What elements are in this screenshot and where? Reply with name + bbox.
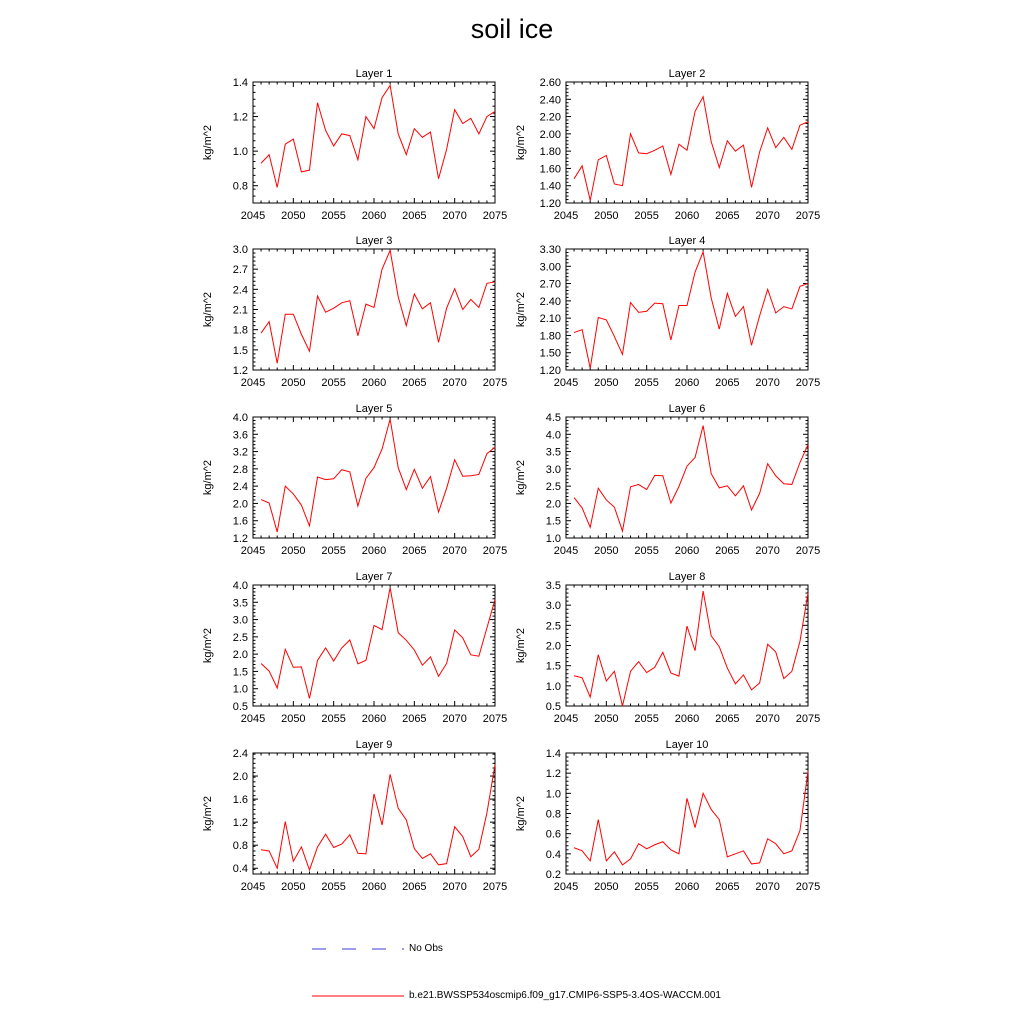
- x-tick-label: 2055: [321, 210, 346, 222]
- y-tick-label: 1.80: [539, 146, 561, 159]
- x-tick-label: 2045: [553, 713, 579, 725]
- x-tick-label: 2075: [482, 545, 508, 557]
- panel-layer-8: [515, 571, 820, 725]
- y-axis-label: kg/m^2: [202, 459, 214, 496]
- y-tick-label: 1.0: [232, 146, 248, 159]
- panel-layer-3: [202, 235, 507, 389]
- y-tick-label: 3.0: [232, 614, 248, 627]
- y-tick-label: 2.0: [545, 640, 561, 653]
- plot-frame: [566, 249, 808, 370]
- x-tick-label: 2050: [281, 377, 306, 389]
- plot-frame: [253, 585, 495, 706]
- y-tick-label: 3.0: [545, 600, 561, 613]
- y-tick-label: 2.7: [232, 264, 248, 277]
- y-tick-label: 2.5: [232, 631, 248, 644]
- x-tick-label: 2045: [240, 545, 266, 557]
- x-tick-label: 2055: [634, 210, 659, 222]
- y-tick-label: 1.2: [232, 533, 248, 545]
- y-tick-label: 4.0: [232, 412, 248, 424]
- x-tick-label: 2065: [402, 545, 427, 557]
- y-axis-label: kg/m^2: [202, 627, 214, 664]
- series-line: [261, 588, 495, 699]
- series-line: [261, 250, 495, 363]
- x-tick-label: 2070: [755, 881, 780, 893]
- page-title: soil ice: [470, 14, 554, 44]
- x-tick-label: 2075: [795, 881, 821, 893]
- y-tick-label: 1.4: [232, 77, 248, 89]
- y-tick-label: 2.40: [539, 295, 561, 308]
- x-tick-label: 2070: [442, 881, 467, 893]
- x-tick-label: 2065: [402, 881, 427, 893]
- x-tick-label: 2050: [281, 881, 306, 893]
- y-tick-label: 2.4: [232, 481, 248, 494]
- x-tick-label: 2075: [795, 210, 821, 222]
- plot-frame: [253, 82, 495, 203]
- y-tick-label: 1.40: [539, 180, 561, 193]
- panel-layer-5: [202, 403, 507, 557]
- y-tick-label: 2.20: [539, 111, 561, 124]
- y-tick-label: 2.00: [539, 128, 561, 141]
- x-tick-label: 2065: [715, 713, 740, 725]
- y-tick-label: 3.2: [232, 446, 248, 459]
- x-tick-label: 2050: [594, 377, 619, 389]
- x-tick-label: 2060: [361, 881, 387, 893]
- x-tick-label: 2050: [281, 545, 306, 557]
- series-line: [261, 765, 495, 870]
- y-tick-label: 2.8: [232, 463, 248, 476]
- x-tick-label: 2075: [482, 210, 508, 222]
- y-tick-label: 2.0: [232, 771, 248, 784]
- x-tick-label: 2070: [442, 210, 467, 222]
- y-tick-label: 2.10: [539, 313, 561, 326]
- x-tick-label: 2045: [553, 210, 579, 222]
- y-tick-label: 0.8: [232, 180, 248, 193]
- plot-frame: [566, 417, 808, 538]
- x-tick-label: 2045: [553, 377, 579, 389]
- x-tick-label: 2060: [361, 377, 387, 389]
- y-axis-label: kg/m^2: [515, 627, 527, 664]
- plot-frame: [566, 753, 808, 874]
- y-tick-label: 1.50: [539, 347, 561, 360]
- y-tick-label: 2.5: [545, 620, 561, 633]
- panel-title: Layer 8: [668, 571, 706, 583]
- x-tick-label: 2045: [240, 881, 266, 893]
- x-tick-label: 2070: [755, 210, 780, 222]
- y-tick-label: 1.80: [539, 330, 561, 343]
- x-tick-label: 2070: [755, 377, 780, 389]
- panel-layer-10: [515, 739, 820, 893]
- x-tick-label: 2050: [594, 713, 619, 725]
- y-tick-label: 1.0: [545, 788, 561, 801]
- panel-layer-9: [202, 739, 507, 893]
- x-tick-label: 2065: [402, 210, 427, 222]
- y-axis-label: kg/m^2: [202, 795, 214, 832]
- x-tick-label: 2045: [240, 210, 266, 222]
- x-tick-label: 2055: [634, 881, 659, 893]
- y-tick-label: 2.4: [232, 748, 248, 760]
- y-tick-label: 1.6: [232, 515, 248, 528]
- series-line: [574, 252, 808, 368]
- plot-frame: [253, 249, 495, 370]
- y-tick-label: 2.1: [232, 304, 248, 317]
- plot-frame: [253, 753, 495, 874]
- x-tick-label: 2045: [553, 881, 579, 893]
- x-tick-label: 2075: [482, 377, 508, 389]
- y-tick-label: 3.5: [545, 580, 561, 592]
- legend-obs-label: No Obs: [409, 943, 443, 954]
- y-tick-label: 1.0: [545, 680, 561, 693]
- panel-title: Layer 2: [668, 68, 706, 80]
- x-tick-label: 2050: [281, 713, 306, 725]
- plot-frame: [566, 585, 808, 706]
- y-tick-label: 3.0: [545, 463, 561, 476]
- y-tick-label: 1.2: [232, 111, 248, 124]
- y-axis-label: kg/m^2: [515, 459, 527, 496]
- x-tick-label: 2060: [674, 377, 700, 389]
- x-tick-label: 2070: [442, 713, 467, 725]
- x-tick-label: 2075: [482, 713, 508, 725]
- panel-layer-6: [515, 403, 820, 557]
- x-tick-label: 2060: [674, 881, 700, 893]
- y-tick-label: 0.6: [545, 828, 561, 841]
- y-tick-label: 1.20: [539, 365, 561, 377]
- panel-title: Layer 1: [355, 68, 393, 80]
- panel-title: Layer 7: [355, 571, 393, 583]
- panel-layer-4: [515, 235, 820, 389]
- y-tick-label: 1.2: [232, 817, 248, 830]
- panel-title: Layer 3: [355, 235, 393, 247]
- x-tick-label: 2070: [442, 545, 467, 557]
- y-axis-label: kg/m^2: [515, 291, 527, 328]
- y-axis-label: kg/m^2: [202, 291, 214, 328]
- y-tick-label: 1.2: [545, 768, 561, 781]
- panel-title: Layer 5: [355, 403, 393, 415]
- y-tick-label: 0.4: [232, 863, 248, 876]
- y-tick-label: 1.20: [539, 198, 561, 210]
- series-line: [261, 419, 495, 532]
- y-tick-label: 4.0: [545, 429, 561, 442]
- panel-title: Layer 6: [668, 403, 706, 415]
- series-line: [574, 771, 808, 865]
- y-tick-label: 1.6: [232, 794, 248, 807]
- series-line: [574, 97, 808, 201]
- panel-title: Layer 10: [665, 739, 709, 751]
- y-tick-label: 2.0: [232, 649, 248, 662]
- y-tick-label: 2.40: [539, 94, 561, 107]
- y-tick-label: 1.8: [232, 324, 248, 337]
- y-tick-label: 0.2: [545, 869, 561, 881]
- x-tick-label: 2050: [594, 210, 619, 222]
- y-tick-label: 1.60: [539, 163, 561, 176]
- x-tick-label: 2065: [715, 377, 740, 389]
- legend-model-label: b.e21.BWSSP534oscmip6.f09_g17.CMIP6-SSP5-3.4OS-WACCM.001: [409, 990, 721, 1001]
- y-tick-label: 0.5: [545, 701, 561, 713]
- series-line: [574, 426, 808, 531]
- panel-title: Layer 9: [355, 739, 393, 751]
- x-tick-label: 2075: [795, 377, 821, 389]
- x-tick-label: 2065: [715, 545, 740, 557]
- x-tick-label: 2060: [674, 210, 700, 222]
- x-tick-label: 2070: [442, 377, 467, 389]
- x-tick-label: 2065: [402, 713, 427, 725]
- y-tick-label: 2.60: [539, 77, 561, 89]
- x-tick-label: 2055: [634, 713, 659, 725]
- x-tick-label: 2060: [674, 713, 700, 725]
- y-tick-label: 2.4: [232, 284, 248, 297]
- y-tick-label: 0.5: [232, 701, 248, 713]
- series-line: [574, 591, 808, 706]
- x-tick-label: 2060: [361, 210, 387, 222]
- x-tick-label: 2060: [361, 713, 387, 725]
- y-tick-label: 0.4: [545, 848, 561, 861]
- panel-layer-2: [515, 68, 820, 222]
- y-tick-label: 1.5: [545, 515, 561, 528]
- series-line: [261, 85, 495, 187]
- y-tick-label: 2.0: [545, 498, 561, 511]
- x-tick-label: 2065: [402, 377, 427, 389]
- y-tick-label: 0.8: [545, 808, 561, 821]
- x-tick-label: 2050: [594, 881, 619, 893]
- x-tick-label: 2055: [634, 545, 659, 557]
- panel-layer-7: [202, 571, 507, 725]
- x-tick-label: 2070: [755, 545, 780, 557]
- y-tick-label: 1.4: [545, 748, 561, 760]
- x-tick-label: 2055: [321, 713, 346, 725]
- x-tick-label: 2050: [594, 545, 619, 557]
- panel-layer-1: [202, 68, 507, 222]
- y-tick-label: 4.0: [232, 580, 248, 592]
- x-tick-label: 2070: [755, 713, 780, 725]
- y-axis-label: kg/m^2: [515, 124, 527, 161]
- x-tick-label: 2050: [281, 210, 306, 222]
- x-tick-label: 2055: [634, 377, 659, 389]
- y-tick-label: 0.8: [232, 840, 248, 853]
- panel-title: Layer 4: [668, 235, 706, 247]
- y-tick-label: 4.5: [545, 412, 561, 424]
- x-tick-label: 2045: [553, 545, 579, 557]
- x-tick-label: 2060: [361, 545, 387, 557]
- x-tick-label: 2075: [795, 713, 821, 725]
- plot-frame: [253, 417, 495, 538]
- x-tick-label: 2075: [482, 881, 508, 893]
- y-tick-label: 1.5: [545, 660, 561, 673]
- y-tick-label: 3.0: [232, 244, 248, 256]
- y-axis-label: kg/m^2: [202, 124, 214, 161]
- y-tick-label: 1.2: [232, 365, 248, 377]
- y-axis-label: kg/m^2: [515, 795, 527, 832]
- y-tick-label: 3.30: [539, 244, 561, 256]
- y-tick-label: 1.5: [232, 666, 248, 679]
- y-tick-label: 2.5: [545, 481, 561, 494]
- x-tick-label: 2060: [674, 545, 700, 557]
- y-tick-label: 3.5: [545, 446, 561, 459]
- x-tick-label: 2065: [715, 881, 740, 893]
- x-tick-label: 2045: [240, 713, 266, 725]
- y-tick-label: 3.5: [232, 597, 248, 610]
- y-tick-label: 2.0: [232, 498, 248, 511]
- x-tick-label: 2075: [795, 545, 821, 557]
- x-tick-label: 2055: [321, 377, 346, 389]
- x-tick-label: 2055: [321, 881, 346, 893]
- y-tick-label: 2.70: [539, 278, 561, 291]
- y-tick-label: 1.0: [545, 533, 561, 545]
- y-tick-label: 3.00: [539, 261, 561, 274]
- x-tick-label: 2045: [240, 377, 266, 389]
- x-tick-label: 2065: [715, 210, 740, 222]
- x-tick-label: 2055: [321, 545, 346, 557]
- y-tick-label: 1.5: [232, 344, 248, 357]
- y-tick-label: 3.6: [232, 429, 248, 442]
- y-tick-label: 1.0: [232, 683, 248, 696]
- plot-frame: [566, 82, 808, 203]
